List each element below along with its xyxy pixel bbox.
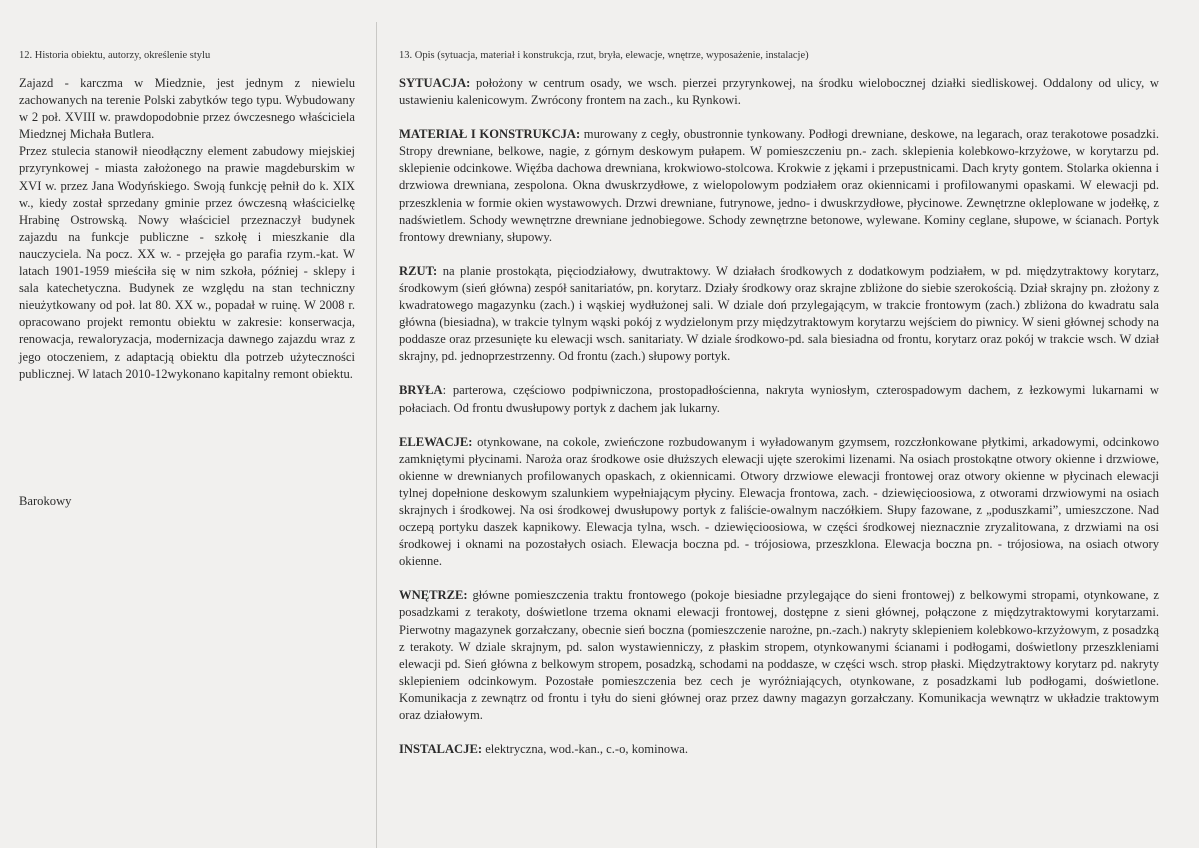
- history-paragraph-1: Zajazd - karczma w Miedznie, jest jednym z niewielu zachowanych na terenie Polski zabytków tego typu. Wybudowany w 2 poł. XVIII w. prawdopodobnie przez ówczesnego właściciela Miedznej Michała Butlera.: [19, 76, 355, 142]
- section-elewacje: [399, 434, 1159, 571]
- history-column: [19, 75, 355, 383]
- history-paragraph-2: Przez stulecia stanowił nieodłączny element zabudowy miejskiej przyrynkowej - miasta założonego na prawie magdeburskim w XVI w. przez Jana Wodyńskiego. Swoją funkcję pełnił do k. XIX w., kiedy został sprzedany gminie przez ówczesną właścicielkę Hrabinę Ostrowską. Nowy właściciel przeznaczył budynek zajazdu na funkcje publiczne - szkołę i mieszkanie dla nauczyciela. Na pocz. XX w. - przejęła go parafia rzym.-kat. W latach 1901-1959 mieściła się w nim szkoła, później - sklepy i sala katechetyczna. Budynek ze względu na stan techniczny nieużytkowany od poł. lat 80. XX w., popadał w ruinę. W 2008 r. opracowano projekt remontu obiektu w zakresie: konserwacja, renowacja, rewaloryzacja, modernizacja dawnego zajazdu wraz z jego otoczeniem, z adaptacją obiektu dla potrzeb użyteczności publicznej. W latach 2010-12wykonano kapitalny remont obiektu.: [19, 144, 355, 381]
- section-text: główne pomieszczenia traktu frontowego (pokoje biesiadne przylegające do sieni frontowej) z belkowymi stropami, otynkowane, z posadzkami z terakoty, doświetlone trzema oknami elewacji frontowej, dostępne z sieni głównej, połączone z międzytraktowymi korytarzami. Pierwotny magazynek gorzałczany, obecnie sień boczna (pomieszczenie narożne, pn.-zach.) nakryty sklepieniem kolebkowo-krzyżowym, z posadzką z terakoty. W dziale skrajnym, pd. salon wystawienniczy, z płaskim stropem, otynkowanymi ścianami i podłogami, doświetlony przeszkleniami elewacji pd. Sień główna z belkowym stropem, posadzką, schodami na poddasze, w części wsch. strop płaski. Międzytraktowy korytarz pd. nakryty sklepieniem odcinkowym. Pozostałe pomieszczenia bez cech je wyróżniających, otynkowane, z posadzkami lub podłogami, doświetlone. Komunikacja z zewnątrz od frontu i tyłu do sieni głównej oraz przez dawny magazyn gorzałczany. Komunikacja wewnątrz w układzie traktowym oraz działowym.: [399, 588, 1159, 722]
- section-text: : parterowa, częściowo podpiwniczona, prostopadłościenna, nakryta wyniosłym, czterospadowym dachem, z łezkowymi lukarnami w połaciach. Od frontu dwusłupowy portyk z dachem jak lukarny.: [399, 383, 1159, 415]
- section-label: INSTALACJE:: [399, 742, 483, 757]
- section-material: [399, 126, 1159, 246]
- section-13-header: 13. Opis (sytuacja, materiał i konstrukcja, rzut, bryła, elewacje, wnętrze, wyposażenie, instalacje): [399, 50, 809, 61]
- section-label: MATERIAŁ I KONSTRUKCJA:: [399, 127, 581, 142]
- section-label: SYTUACJA:: [399, 76, 471, 90]
- section-wnetrze: [399, 587, 1159, 724]
- section-text: murowany z cegły, obustronnie tynkowany. Podłogi drewniane, deskowe, na legarach, oraz terakotowe posadzki. Stropy drewniane, belkowe, nagie, z górnym deskowym pułapem. W pomieszczeniu pn.- zach. sklepienia kolebkowo-krzyżowe, w korytarzu pd. sklepienie odcinkowe. Więźba dachowa drewniana, krokwiowo-stolcowa. Krokwie z jękami i przepustnicami. Dach kryty gontem. Stolarka okienna i drzwiowa drewniana, zespolona. Okna dwuskrzydłowe, z wielopolowym podziałem oraz okiennicami i profilowanymi opaskami. W elewacji pd. przeszklenia w formie okien wystawowych. Drzwi drewniane, futrynowe, jedno- i dwuskrzydłowe, płycinowe. Zewnętrzne okleplowane w jodełkę, z nadświetlem. Schody wewnętrzne drewniane jednobiegowe. Schody zewnętrzne betonowe, wylewane. Kominy ceglane, słupowe, w ścianach. Portyk frontowy drewniany, słupowy.: [399, 127, 1159, 244]
- section-text: na planie prostokąta, pięciodziałowy, dwutraktowy. W działach środkowych z dodatkowym podziałem, w pd. międzytraktowy korytarz, środkowym (sień główna) zespół sanitariatów, pn. korytarz. Działy środkowy oraz skrajne zbliżone do siebie szerokością. Dział skrajny pn. złożony z kwadratowego magazynku (zach.) i wąskiej wydłużonej sali. W dziale doń przylegającym, w trakcie frontowym (zach.) zbliżona do kwadratu sala główna (biesiadna), w trakcie tylnym wąski pokój z wydzielonym przy międzytraktowym korytarzu wejściem do piwnicy. W sieni głównej schody na poddasze oraz przesunięte ku elewacji wsch. sanitariaty. W dziale środkowo-pd. sala biesiadna od frontu, korytarz oraz pokój w trakcie wsch. W dział skrajny, pd. jednoprzestrzenny. Od frontu (zach.) słupowy portyk.: [399, 263, 1159, 364]
- section-text: elektryczna, wod.-kan., c.-o, kominowa.: [482, 742, 689, 757]
- section-sytuacja: [399, 75, 1159, 109]
- style-value: Barokowy: [19, 494, 72, 508]
- section-label: RZUT:: [399, 263, 438, 278]
- description-column: [399, 75, 1159, 758]
- section-12-header: 12. Historia obiektu, autorzy, określenie stylu: [19, 50, 211, 61]
- section-rzut: [399, 263, 1159, 366]
- section-bryla: [399, 382, 1159, 416]
- column-divider: [376, 22, 377, 848]
- section-text: otynkowane, na cokole, zwieńczone rozbudowanym i wyładowanym gzymsem, rozczłonkowane płytkimi, arkadowymi, odcinkowo zamkniętymi płycinami. Naroża oraz środkowe osie dłuższych elewacji ujęte szerokimi lizenami. Na osiach prostokątne otwory okienne i drzwiowe, okienne w drewnianych profilowanych opaskach, z okiennicami. Otwory drzwiowe elewacji frontowej oraz otwory okienne w płycinach elewacji tylnej dopełnione deskowym szalunkiem wypełniającym płyciny. Elewacja frontowa, zach. - dziewięcioosiowa, z otworami drzwiowymi na osiach skrajnych i środkowej. Na osi środkowej dwusłupowy portyk z faliście-owalnym naczółkiem. Słupy fazowane, z „poduszkami”, umieszczone. Nad oczepą portyku daszek kapnikowy. Elewacja tylna, wsch. - dziewięcioosiowa, w części środkowej nieznacznie zryzalitowana, z drzwiami na osi środkowej i oknami na pozostałych osiach. Elewacja boczna pd. - trójosiowa, przeszklona. Elewacja boczna pn. - trójosiowa, na osiach otwory okienne.: [399, 434, 1159, 569]
- section-label: ELEWACJE:: [399, 434, 473, 449]
- section-instalacje: [399, 741, 1159, 758]
- section-label: WNĘTRZE:: [399, 588, 468, 603]
- section-text: położony w centrum osady, we wsch. pierzei przyrynkowej, na środku wielobocznej działki siedliskowej. Oddalony od ulicy, w ustawieniu kalenicowym. Zwrócony frontem na zach., ku Rynkowi.: [399, 76, 1159, 108]
- section-label: BRYŁA: [399, 383, 443, 398]
